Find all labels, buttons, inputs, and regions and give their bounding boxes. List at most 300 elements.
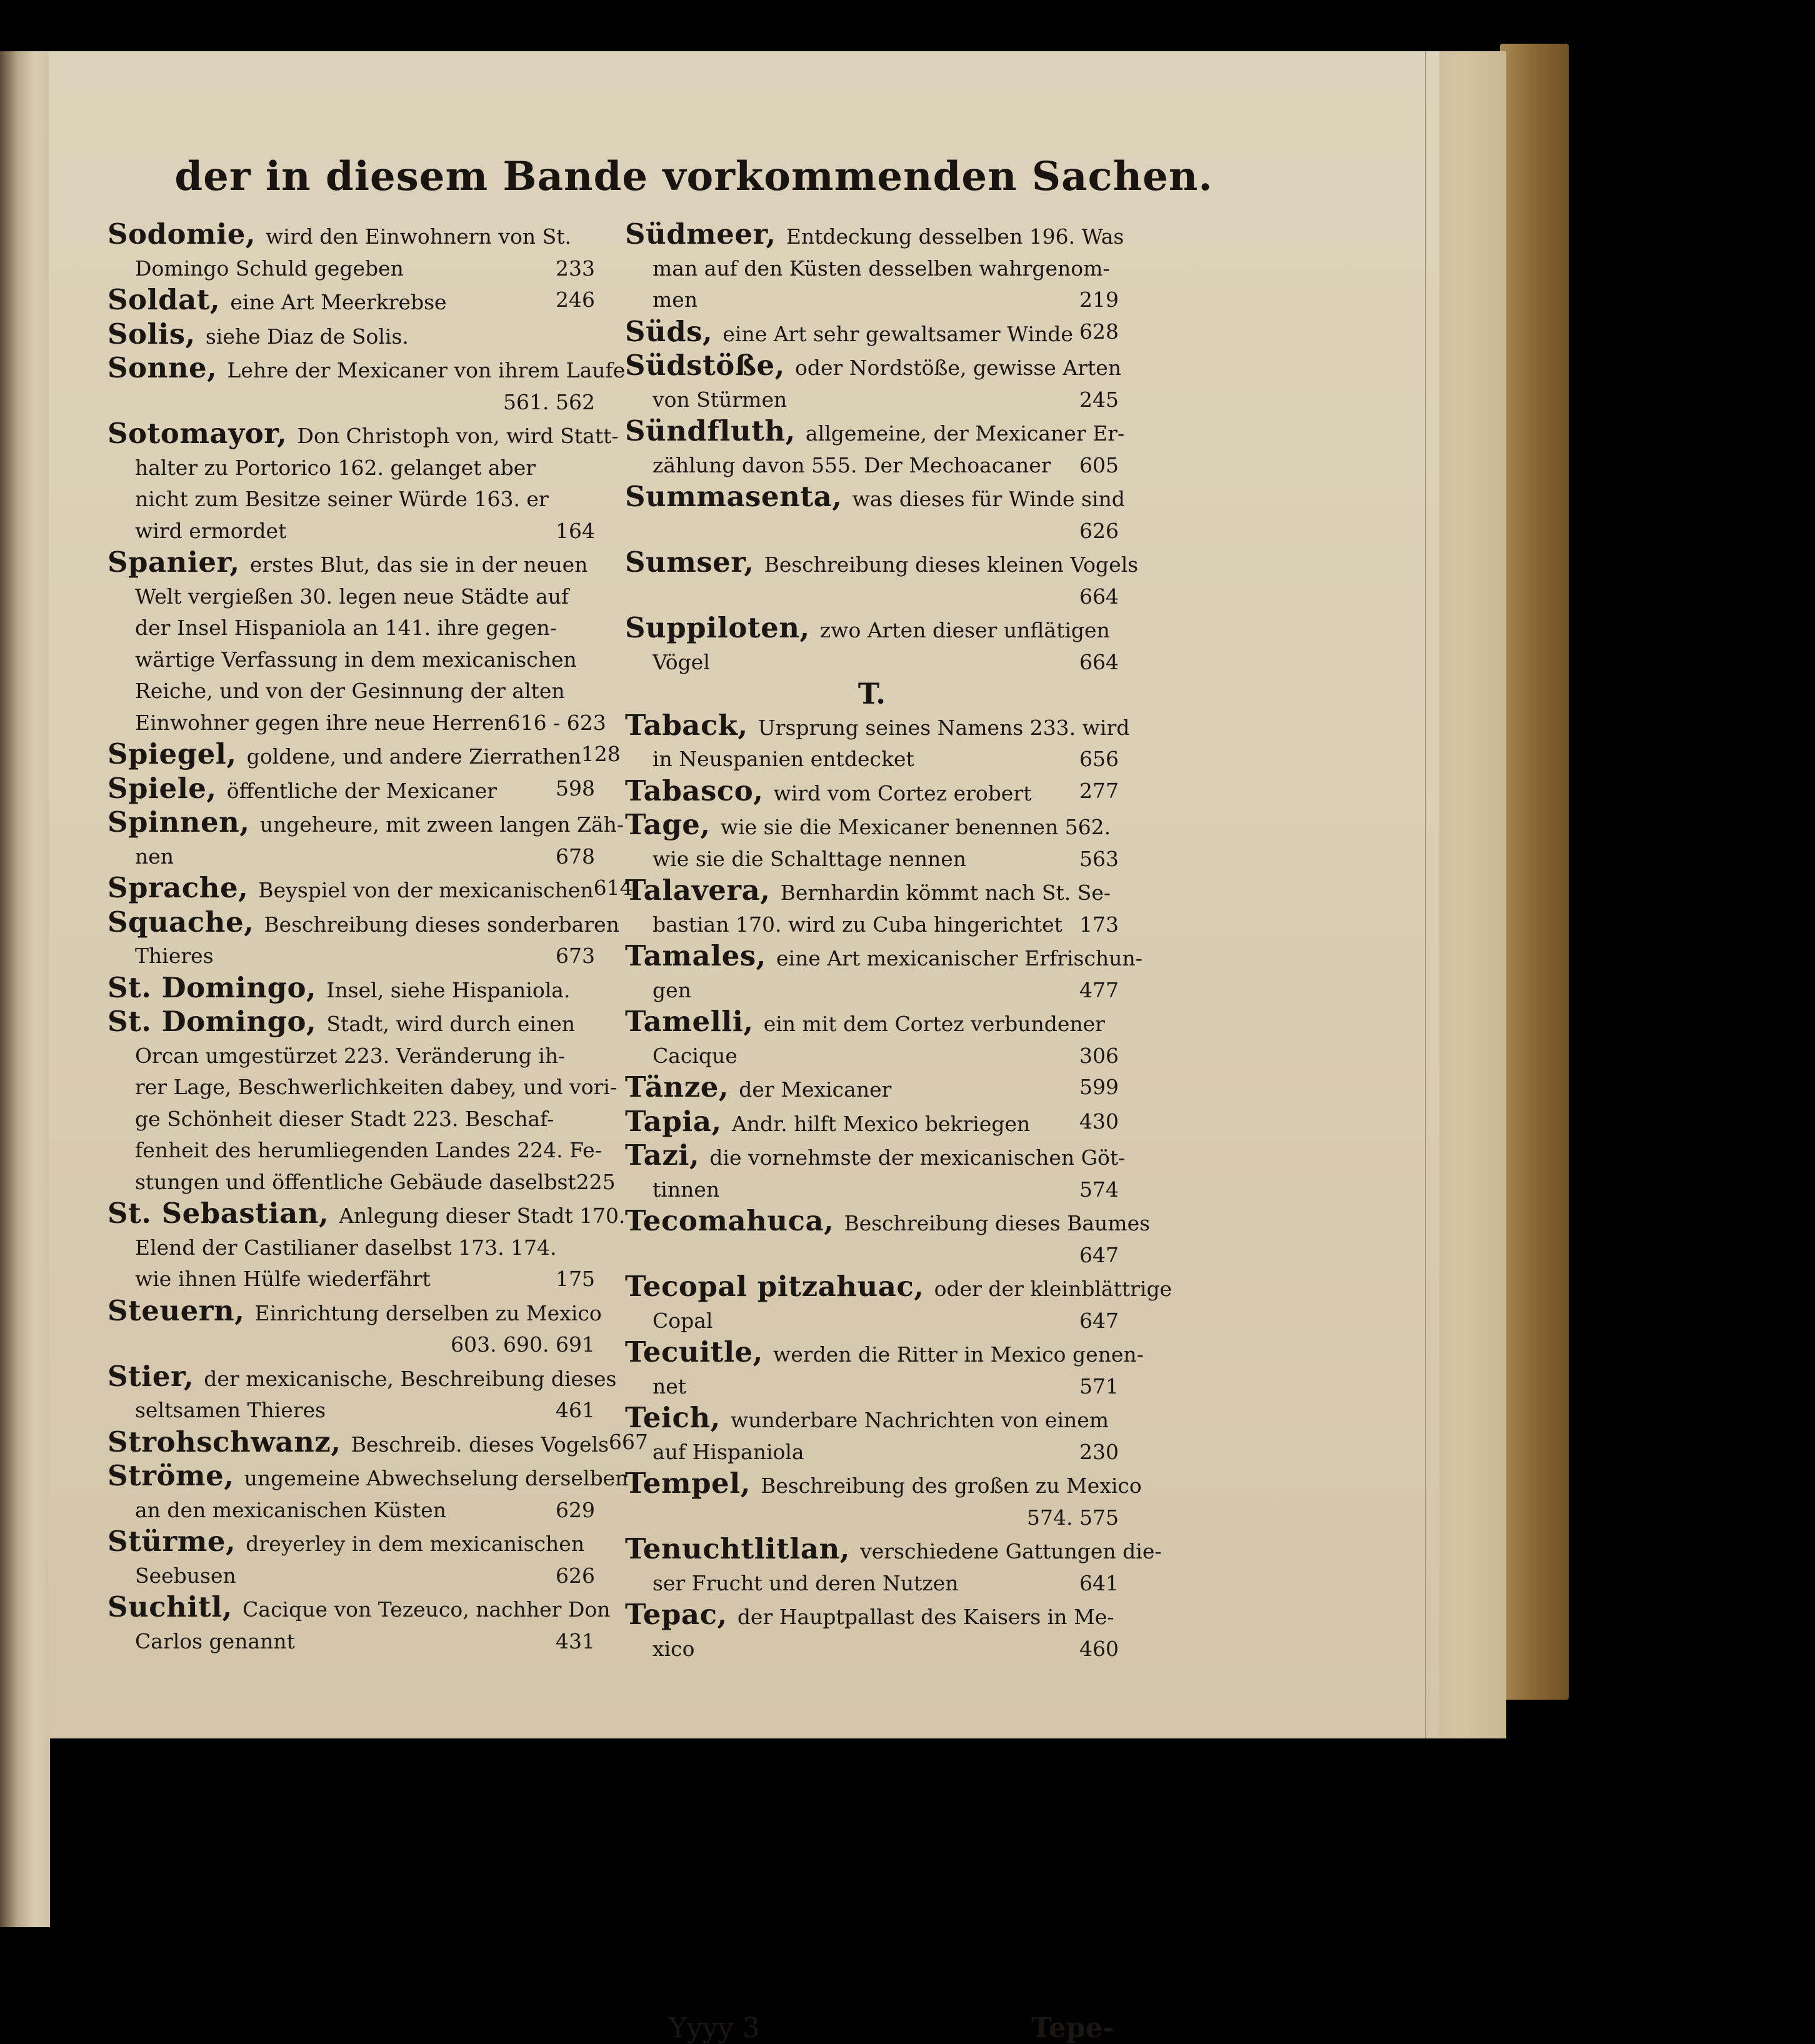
entry-line: [108, 1560, 595, 1592]
entry-line: [625, 546, 1139, 581]
entry-text: verschiedene Gattungen die-: [860, 1539, 1162, 1563]
entry-line: [625, 1502, 1119, 1534]
index-column-right: [625, 217, 1172, 1665]
index-entry: [625, 1467, 1142, 1533]
entry-headword: Tempel,: [625, 1467, 761, 1500]
entry-line: [625, 581, 1119, 613]
entry-line: [108, 1590, 611, 1626]
entry-text: Einrichtung derselben zu Mexico: [254, 1300, 602, 1325]
entry-line: [625, 1174, 1119, 1206]
entry-headword: Teich,: [625, 1401, 731, 1434]
page-reference: 628: [1079, 319, 1119, 344]
entry-headword: St. Sebastian,: [108, 1197, 339, 1230]
entry-line: [108, 452, 595, 484]
page-reference: 430: [1079, 1109, 1119, 1134]
entry-text: eine Art Meerkrebse: [230, 290, 447, 314]
entry-text: der Hauptpallast des Kaisers in Me-: [737, 1605, 1114, 1629]
entry-line: [108, 1072, 618, 1104]
entry-line: [625, 1467, 1142, 1502]
index-entry: [108, 1459, 629, 1526]
entry-headword: Sumser,: [625, 546, 764, 579]
entry-line: [108, 1104, 595, 1135]
entry-headword: Suppiloten,: [625, 611, 820, 644]
entry-line: [625, 349, 1122, 384]
entry-line: [625, 647, 1119, 679]
entry-line: [108, 351, 626, 387]
entry-line: [625, 1437, 1119, 1468]
entry-headword: Stier,: [108, 1359, 204, 1393]
entry-text: eine Art mexicanischer Erfrischun-: [776, 946, 1142, 970]
entry-text: von Stürmen: [652, 387, 788, 412]
entry-text: Insel, siehe Hispaniola.: [326, 977, 571, 1002]
entry-text: gen: [652, 977, 691, 1002]
entry-text: fenheit des herumliegenden Landes 224. Fe-: [135, 1138, 602, 1162]
entry-line: [108, 805, 624, 841]
entry-text: Orcan umgestürzet 223. Veränderung ih-: [135, 1043, 566, 1068]
page-reference: 664: [1079, 649, 1119, 674]
entry-line: [108, 1459, 629, 1495]
entry-line: [625, 1240, 1119, 1272]
entry-text: Cacique von Tezeuco, nachher Don: [242, 1597, 611, 1622]
page-reference: 246: [556, 287, 595, 312]
entry-text: Beschreibung des großen zu Mexico: [761, 1473, 1142, 1498]
page-reference: 647: [1079, 1308, 1119, 1333]
entry-line: [625, 1270, 1172, 1305]
entry-text: wird ermordet: [135, 518, 287, 543]
index-entry: [625, 1139, 1126, 1205]
entry-text: stungen und öffentliche Gebäude daselbst: [135, 1169, 576, 1194]
index-entry: [625, 612, 1119, 678]
index-entry: [625, 1006, 1119, 1072]
page-reference: 477: [1079, 977, 1119, 1002]
entry-text: erstes Blut, das sie in der neuen: [249, 552, 588, 577]
index-entry: [108, 1590, 611, 1657]
page-reference: 673: [556, 944, 595, 968]
page-reference: 656: [1079, 747, 1119, 771]
entry-line: [625, 1106, 1119, 1140]
index-entry: [625, 217, 1124, 316]
entry-line: [108, 1359, 617, 1395]
entry-line: [108, 253, 595, 285]
entry-line: [108, 707, 606, 739]
index-entry: [625, 316, 1119, 351]
index-entry: [625, 775, 1119, 810]
entry-text: man auf den Küsten desselben wahrgenom-: [652, 256, 1110, 281]
entry-line: [625, 1335, 1144, 1371]
entry-text: oder Nordstöße, gewisse Arten: [794, 356, 1122, 380]
entry-line: [625, 909, 1119, 941]
entry-line: [108, 516, 595, 547]
entry-line: [108, 484, 595, 516]
entry-headword: Tenuchtlitlan,: [625, 1532, 861, 1565]
entry-text: wie sie die Mexicaner benennen 562.: [720, 815, 1111, 839]
entry-line: [625, 384, 1119, 416]
entry-headword: Spanier,: [108, 546, 250, 579]
page-reference: 678: [556, 844, 595, 869]
entry-text: in Neuspanien entdecket: [652, 747, 914, 771]
entry-line: [108, 547, 595, 581]
entry-line: [108, 1626, 595, 1658]
entry-line: [108, 319, 595, 353]
entry-line: [108, 972, 595, 1007]
entry-text: Vögel: [652, 649, 710, 674]
index-entry: [108, 805, 624, 872]
index-entry: [108, 1425, 649, 1461]
index-entry: [625, 1402, 1119, 1468]
entry-text: bastian 170. wird zu Cuba hingerichtet: [652, 912, 1062, 937]
page-reference: 561. 562: [503, 389, 595, 414]
entry-text: rer Lage, Beschwerlichkeiten dabey, und vori-: [135, 1075, 618, 1099]
entry-text: Beschreibung dieses sonderbaren: [264, 912, 619, 937]
page-margin: [1431, 51, 1506, 1738]
index-entry: [625, 546, 1139, 612]
entry-headword: Soldat,: [108, 283, 231, 316]
signature-mark: Yyyy 3: [669, 2012, 760, 2044]
entry-text: Beschreib. dieses Vogels: [351, 1432, 609, 1457]
entry-line: [625, 744, 1119, 775]
page-reference: 233: [556, 256, 595, 281]
entry-line: [625, 480, 1125, 516]
entry-line: [108, 1167, 616, 1199]
entry-text: Carlos genannt: [135, 1628, 295, 1653]
entry-line: [625, 284, 1119, 316]
index-entry: [108, 319, 595, 353]
entry-text: zählung davon 555. Der Mechoacaner: [652, 452, 1051, 477]
entry-text: seltsamen Thieres: [135, 1398, 326, 1422]
entry-text: zwo Arten dieser unflätigen: [819, 618, 1110, 642]
entry-text: der Insel Hispaniola an 141. ihre gegen-: [135, 616, 557, 640]
entry-text: Copal: [652, 1308, 713, 1333]
entry-line: [625, 414, 1125, 450]
index-entry: [625, 1204, 1151, 1271]
page-reference: 128: [581, 742, 621, 766]
entry-line: [625, 1532, 1162, 1568]
index-entry: [625, 809, 1119, 875]
page-edge-line: [1425, 51, 1426, 1738]
section-letter: T.: [858, 677, 886, 710]
entry-line: [108, 871, 633, 907]
entry-line: [108, 644, 595, 676]
entry-line: [108, 612, 595, 644]
entry-text: eine Art sehr gewaltsamer Winde: [722, 321, 1073, 346]
entry-text: Welt vergießen 30. legen neue Städte auf: [135, 584, 569, 609]
entry-headword: Solis,: [108, 317, 206, 351]
index-entry: [108, 546, 606, 739]
entry-headword: Südstöße,: [625, 349, 795, 382]
index-entry: [108, 871, 633, 907]
entry-text: ungemeine Abwechselung derselben: [244, 1466, 629, 1490]
page-reference: 605: [1079, 452, 1119, 477]
entry-line: [625, 1040, 1119, 1072]
index-entry: [108, 737, 621, 773]
entry-headword: Tecomahuca,: [625, 1204, 844, 1237]
entry-line: [625, 516, 1119, 547]
entry-text: nicht zum Besitze seiner Würde 163. er: [135, 487, 549, 511]
page-reference: 461: [556, 1398, 595, 1422]
entry-line: [625, 775, 1119, 810]
book-cover-edge: [1500, 44, 1569, 1700]
page-reference: 225: [576, 1169, 616, 1194]
entry-text: nen: [135, 844, 174, 869]
entry-line: [625, 1402, 1119, 1437]
page-reference: 460: [1079, 1636, 1119, 1661]
entry-text: wird vom Cortez erobert: [773, 780, 1032, 805]
entry-line: [108, 1232, 595, 1264]
index-entry: [625, 1335, 1144, 1402]
entry-headword: Strohschwanz,: [108, 1425, 351, 1458]
index-entry: [108, 1197, 626, 1295]
entry-line: [625, 450, 1119, 482]
entry-line: [625, 217, 1124, 253]
page-reference: 614: [593, 875, 633, 900]
entry-headword: St. Domingo,: [108, 970, 327, 1004]
page-reference: 599: [1079, 1075, 1119, 1099]
entry-text: Bernhardin kömmt nach St. Se-: [780, 880, 1111, 905]
entry-line: [108, 387, 595, 419]
index-entry: [108, 773, 595, 807]
entry-text: Beschreibung dieses kleinen Vogels: [764, 552, 1139, 577]
index-entry: [108, 351, 626, 418]
index-entry: [108, 1359, 617, 1427]
entry-headword: Squache,: [108, 905, 264, 939]
entry-text: ser Frucht und deren Nutzen: [652, 1570, 959, 1595]
entry-line: [625, 939, 1142, 975]
entry-text: ungeheure, mit zween langen Zäh-: [259, 812, 624, 837]
entry-line: [625, 708, 1130, 744]
entry-text: goldene, und andere Zierrathen: [246, 744, 581, 769]
entry-line: [108, 773, 595, 807]
entry-text: Lehre der Mexicaner von ihrem Laufe: [227, 358, 626, 382]
entry-headword: Süds,: [625, 314, 723, 348]
entry-line: [625, 809, 1119, 844]
index-entry: [625, 1599, 1119, 1665]
entry-text: der Mexicaner: [739, 1077, 892, 1102]
entry-line: [625, 1633, 1119, 1665]
entry-text: Elend der Castilianer daselbst 173. 174.: [135, 1235, 557, 1260]
entry-headword: Tazi,: [625, 1139, 710, 1172]
entry-text: siehe Diaz de Solis.: [205, 324, 409, 349]
index-entry: [108, 972, 595, 1007]
entry-text: wird den Einwohnern von St.: [266, 224, 571, 249]
entry-line: [108, 1526, 595, 1560]
entry-headword: Talavera,: [625, 874, 781, 907]
entry-headword: Spiegel,: [108, 737, 247, 770]
entry-line: [625, 1568, 1119, 1600]
entry-text: Reiche, und von der Gesinnung der alten: [135, 679, 565, 703]
entry-line: [108, 581, 595, 613]
entry-headword: Summasenta,: [625, 480, 852, 513]
entry-text: Don Christoph von, wird Statt-: [297, 424, 619, 448]
entry-line: [108, 1006, 595, 1040]
entry-line: [625, 975, 1119, 1007]
page-reference: 230: [1079, 1439, 1119, 1464]
page-reference: 626: [556, 1563, 595, 1588]
entry-text: Anlegung dieser Stadt 170.: [339, 1204, 626, 1228]
page-reference: 277: [1079, 778, 1119, 803]
entry-text: Entdeckung desselben 196. Was: [786, 224, 1124, 249]
entry-text: Thieres: [135, 944, 214, 968]
page-reference: 245: [1079, 387, 1119, 412]
entry-line: [625, 612, 1119, 647]
entry-text: Cacique: [652, 1043, 738, 1068]
index-entry: [625, 1532, 1162, 1599]
entry-line: [625, 1139, 1126, 1174]
entry-text: ge Schönheit dieser Stadt 223. Beschaf-: [135, 1106, 554, 1131]
entry-text: Domingo Schuld gegeben: [135, 256, 404, 281]
entry-line: [625, 316, 1119, 351]
entry-text: wunderbare Nachrichten von einem: [731, 1408, 1109, 1432]
entry-line: [625, 1599, 1119, 1633]
entry-text: Andr. hilft Mexico bekriegen: [731, 1111, 1031, 1136]
index-entry: [108, 1526, 595, 1592]
index-entry: [108, 905, 619, 972]
entry-text: Seebusen: [135, 1563, 236, 1588]
entry-headword: Tecopal pitzahuac,: [625, 1270, 934, 1303]
page-reference: 626: [1079, 518, 1119, 543]
entry-text: auf Hispaniola: [652, 1439, 804, 1464]
page-reference: 563: [1079, 846, 1119, 871]
index-entry: [625, 1072, 1119, 1106]
entry-headword: Spiele,: [108, 771, 227, 805]
page-reference: 629: [556, 1497, 595, 1522]
entry-text: xico: [652, 1636, 695, 1661]
page-reference: 173: [1079, 912, 1119, 937]
page-reference: 603. 690. 691: [451, 1332, 595, 1357]
entry-text: wie ihnen Hülfe wiederfährt: [135, 1267, 431, 1291]
entry-line: [108, 737, 621, 773]
page-reference: 431: [556, 1628, 595, 1653]
entry-line: [108, 219, 595, 253]
entry-headword: Sodomie,: [108, 217, 266, 251]
page-reference: 571: [1079, 1373, 1119, 1398]
entry-line: [625, 875, 1119, 909]
entry-headword: Sotomayor,: [108, 417, 298, 450]
entry-headword: Tamelli,: [625, 1005, 764, 1038]
entry-line: [108, 905, 619, 941]
index-entry: [625, 708, 1130, 775]
entry-headword: Spinnen,: [108, 805, 260, 839]
entry-line: [108, 1135, 602, 1167]
page-reference: 306: [1079, 1043, 1119, 1068]
entry-headword: Tecuitle,: [625, 1335, 774, 1368]
entry-headword: Taback,: [625, 708, 758, 742]
entry-text: wärtige Verfassung in dem mexicanischen: [135, 647, 577, 672]
entry-text: wie sie die Schalttage nennen: [652, 846, 967, 871]
entry-headword: Tepac,: [625, 1598, 738, 1631]
entry-line: [108, 1329, 595, 1361]
page-reference: 164: [556, 518, 595, 543]
page-reference: 641: [1079, 1570, 1119, 1595]
page-reference: 219: [1079, 287, 1119, 312]
catchword: Tepe-: [1031, 2012, 1114, 2044]
entry-text: dreyerley in dem mexicanischen: [246, 1532, 585, 1556]
running-header: der in diesem Bande vorkommenden Sachen.: [174, 153, 1213, 200]
entry-line: [108, 1197, 626, 1232]
entry-headword: Tänze,: [625, 1070, 739, 1104]
index-column-left: [108, 217, 649, 1657]
entry-headword: Tabasco,: [625, 774, 774, 807]
index-entry: [108, 284, 595, 319]
page-reference: 598: [556, 775, 595, 800]
index-entry: [625, 939, 1142, 1006]
index-entry: [625, 414, 1125, 481]
entry-headword: Sündfluth,: [625, 414, 806, 447]
entry-text: halter zu Portorico 162. gelanget aber: [135, 455, 536, 480]
entry-line: [108, 1495, 595, 1527]
index-entry: [625, 1106, 1119, 1140]
entry-text: oder der kleinblättrige: [934, 1277, 1172, 1301]
entry-line: [625, 1072, 1119, 1106]
page-reference: 647: [1079, 1242, 1119, 1267]
index-entry: [625, 1270, 1172, 1337]
entry-line: [625, 1006, 1119, 1040]
page-reference: 574. 575: [1027, 1505, 1119, 1530]
entry-line: [108, 1294, 602, 1330]
entry-headword: Suchitl,: [108, 1590, 243, 1623]
previous-page-edge: [0, 51, 50, 1927]
page-reference: 616 - 623: [507, 710, 606, 735]
entry-line: [108, 841, 595, 873]
page-reference: 667: [609, 1429, 649, 1454]
page-reference: 664: [1079, 584, 1119, 609]
entry-text: tinnen: [652, 1177, 720, 1202]
index-entry: [108, 417, 619, 547]
entry-headword: Steuern,: [108, 1294, 255, 1327]
entry-line: [625, 1371, 1119, 1403]
entry-text: Stadt, wird durch einen: [326, 1012, 576, 1036]
entry-headword: Tamales,: [625, 939, 777, 972]
entry-text: der mexicanische, Beschreibung dieses: [204, 1366, 617, 1391]
entry-line: [108, 1040, 595, 1072]
entry-headword: Tage,: [625, 808, 721, 841]
index-entry: [625, 875, 1119, 940]
index-entry: [625, 480, 1125, 547]
entry-line: [108, 1425, 649, 1461]
entry-text: die vornehmste der mexicanischen Göt-: [709, 1145, 1126, 1170]
entry-text: Beyspiel von der mexicanischen: [258, 878, 594, 902]
entry-line: [108, 417, 619, 452]
entry-text: men: [652, 287, 698, 312]
entry-headword: Tapia,: [625, 1104, 732, 1138]
entry-text: Einwohner gegen ihre neue Herren: [135, 710, 508, 735]
entry-headword: St. Domingo,: [108, 1005, 327, 1038]
entry-headword: Südmeer,: [625, 217, 786, 251]
entry-line: [625, 253, 1119, 285]
page-reference: 175: [556, 1267, 595, 1291]
entry-text: Beschreibung dieses Baumes: [844, 1211, 1151, 1235]
entry-headword: Sonne,: [108, 351, 228, 384]
entry-line: [108, 676, 595, 707]
entry-text: was dieses für Winde sind: [852, 487, 1125, 511]
entry-text: ein mit dem Cortez verbundener: [763, 1012, 1105, 1036]
entry-headword: Stürme,: [108, 1525, 246, 1558]
index-entry: [108, 219, 595, 284]
entry-line: [625, 844, 1119, 875]
entry-text: allgemeine, der Mexicaner Er-: [805, 421, 1125, 446]
index-entry: [108, 1294, 602, 1361]
entry-line: [108, 1395, 595, 1427]
index-entry: [108, 1005, 618, 1198]
entry-line: [108, 940, 595, 972]
entry-text: Ursprung seines Namens 233. wird: [758, 715, 1130, 740]
entry-text: net: [652, 1373, 687, 1398]
entry-line: [108, 1264, 595, 1295]
entry-line: [625, 1204, 1151, 1240]
entry-text: werden die Ritter in Mexico genen-: [773, 1342, 1144, 1367]
entry-headword: Sprache,: [108, 871, 259, 904]
entry-line: [625, 1305, 1119, 1337]
page-reference: 574: [1079, 1177, 1119, 1202]
